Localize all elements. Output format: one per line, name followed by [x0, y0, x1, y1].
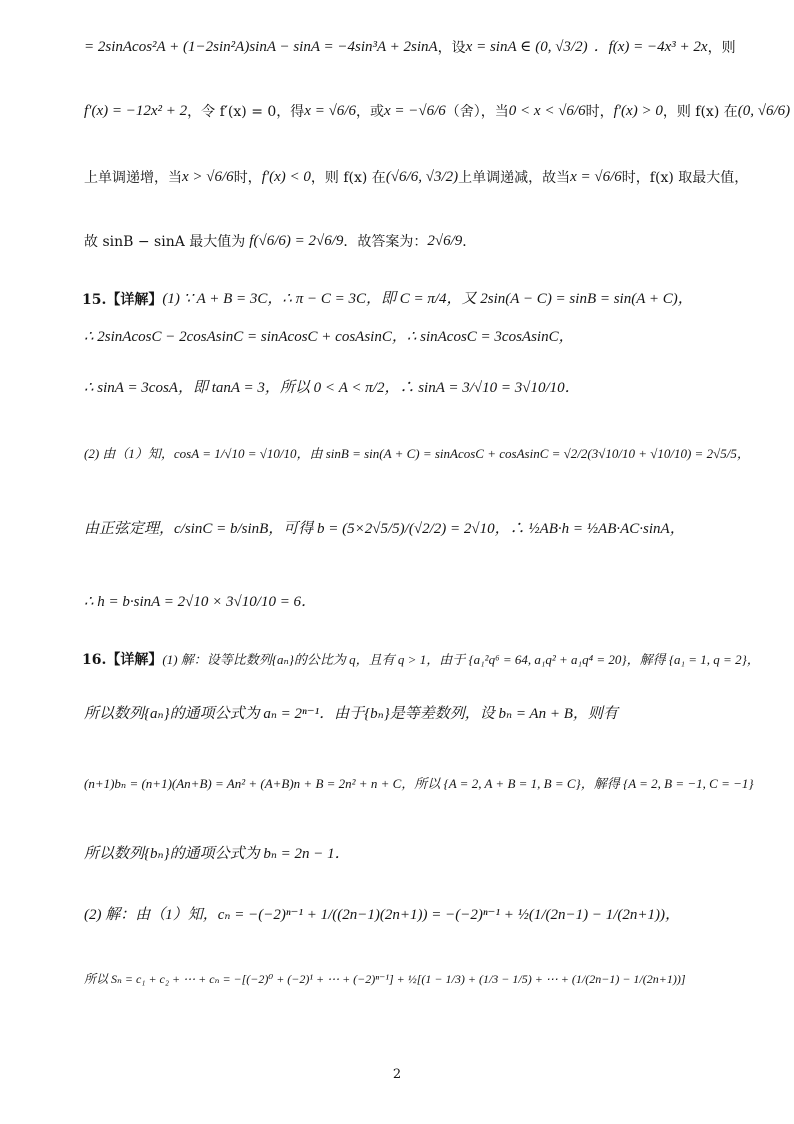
q16-l3: (n+1)bₙ = (n+1)(An+B) = An² + (A+B)n + B = 2n² + n + C，所以 {A = 2, A + B = 1, B = C}，解得 {A = 2, B = −1, C = −1}: [84, 775, 754, 791]
line1-x-def: x = sinA ∈: [465, 39, 532, 56]
line-1: [84, 30, 764, 66]
q15-label: 15.【详解】: [82, 291, 163, 308]
q16-l4: 所以数列{bₙ}的通项公式为 bₙ = 2n − 1．: [84, 846, 350, 863]
q16-l2: 所以数列{aₙ}的通项公式为 aₙ = 2ⁿ⁻¹．由于{bₙ}是等差数列，设 bₙ = An + B，则有: [84, 706, 618, 723]
line2-or: ，或: [355, 103, 384, 120]
line1-expr: = 2sinAcos²A + (1−2sin²A)sinA − sinA = −4sin³A + 2sinA: [84, 39, 438, 56]
line2-root1: x = √6/6: [304, 103, 356, 120]
line4-value: f(√6/6) = 2√6/9: [249, 233, 344, 250]
line3-at: x = √6/6: [570, 169, 622, 186]
line2-let: ，令 f′(x) = 0，得: [187, 103, 305, 120]
q15-l6: ∴ h = b·sinA = 2√10 × 3√10/10 = 6．: [84, 594, 317, 611]
q15-line-1: [82, 288, 764, 312]
q16-l6: 所以 Sₙ = c₁ + c₂ + ⋯ + cₙ = −[(−2)⁰ + (−2)¹ + ⋯ + (−2)ⁿ⁻¹] + ½[(1 − 1/3) + (1/3 − 1/5) + ⋯ + (1/(2n−1) − 1/(2n+1))]: [84, 972, 686, 987]
line2-deriv: f′(x) = −12x² + 2: [84, 103, 188, 120]
line-4: [84, 222, 764, 262]
line1-set: ，设: [437, 39, 466, 56]
line3-then-f: ，则 f(x) 在: [310, 169, 386, 186]
line1-f-def: ．f(x) = −4x³ + 2x: [593, 39, 708, 56]
q15-line-5: [84, 510, 764, 550]
q16-line-4: [84, 842, 764, 868]
page-number: 2: [392, 1067, 402, 1082]
line3-inc: 上单调递增，当: [84, 169, 182, 186]
line-3: [84, 158, 764, 198]
line2-cond: 0 < x < √6/6: [508, 103, 586, 120]
q15-line-4: [84, 436, 764, 472]
q15-l4: (2) 由（1）知，cosA = 1/√10 = √10/10，由 sinB = sin(A + C) = sinAcosC + cosAsinC = √2/2(3√10/10 + √10/10) = 2√5/5，: [84, 445, 750, 461]
q16-line-6: [84, 962, 764, 998]
q16-line-3: [84, 762, 764, 806]
line1-interval: (0, √3/2): [535, 39, 588, 56]
line2-interval: (0, √6/6): [737, 103, 791, 120]
line3-cond: x > √6/6: [182, 169, 234, 186]
line2-root2: x = −√6/6: [383, 103, 446, 120]
q15-line-3: [84, 372, 764, 406]
line3-time: 时，: [233, 169, 262, 186]
line2-time: 时，: [585, 103, 614, 120]
line-2: [84, 92, 791, 132]
q15-l1: (1) ∵ A + B = 3C，∴ π − C = 3C，即 C = π/4，又 2sin(A − C) = sinB = sin(A + C)，: [162, 291, 693, 308]
line2-discard: （舍），当: [445, 103, 509, 120]
q16-label: 16.【详解】: [82, 651, 163, 668]
line3-dec: 上单调递减，故当: [458, 169, 571, 186]
q15-l5: 由正弦定理，c/sinC = b/sinB，可得 b = (5×2√5/5)/(√2/2) = 2√10，∴ ½AB·h = ½AB·AC·sinA，: [84, 521, 685, 538]
q15-line-6: [84, 588, 764, 618]
q16-line-5: [84, 898, 764, 934]
q15-l3: ∴ sinA = 3cosA，即 tanA = 3，所以 0 < A < π/2，∴ sinA = 3/√10 = 3√10/10．: [84, 380, 580, 397]
line2-pos: f′(x) > 0: [613, 103, 663, 120]
q16-l1: (1) 解：设等比数列{aₙ}的公比为 q，且有 q > 1，由于 {a₁²q⁶ = 64, a₁q² + a₁q⁴ = 20}，解得 {a₁ = 1, q = 2}，: [162, 651, 760, 667]
q16-l5: (2) 解：由（1）知，cₙ = −(−2)ⁿ⁻¹ + 1/((2n−1)(2n+1)) = −(−2)ⁿ⁻¹ + ½(1/(2n−1) − 1/(2n+1))，: [84, 907, 681, 924]
line4-end: ．: [462, 233, 477, 250]
line4-answer: 2√6/9: [427, 233, 463, 250]
q16-line-1: [82, 644, 764, 676]
q16-line-2: [84, 702, 764, 728]
line4-answer-label: ．故答案为：: [343, 233, 428, 250]
q15-line-2: [84, 326, 764, 350]
line2-then-f: ，则 f(x) 在: [662, 103, 738, 120]
line3-neg: f′(x) < 0: [261, 169, 311, 186]
line3-max: 时，f(x) 取最大值，: [621, 169, 749, 186]
line1-then: ，则: [707, 39, 736, 56]
line3-interval: (√6/6, √3/2): [385, 169, 459, 186]
line4-text: 故 sinB − sinA 最大值为: [84, 233, 246, 250]
q15-l2: ∴ 2sinAcosC − 2cosAsinC = sinAcosC + cosAsinC，∴ sinAcosC = 3cosAsinC，: [84, 329, 574, 346]
